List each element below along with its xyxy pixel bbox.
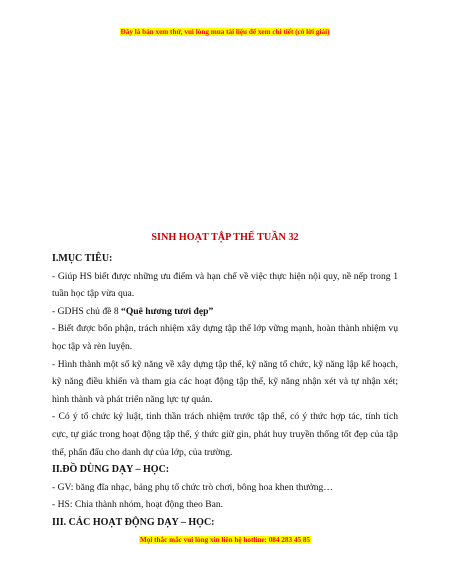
document-body: [52, 230, 398, 532]
paragraph-text: - GDHS chủ đề 8: [52, 305, 122, 317]
hotline-text: Mọi thắc mắc vui lòng xin liên hệ hotline: 084 283 45 85: [139, 536, 311, 544]
section-heading-materials: II.ĐỒ DÙNG DẠY – HỌC:: [52, 464, 170, 476]
preview-notice-text: Đây là bản xem thử, vui lòng mua tài liệu để xem chi tiết (có lời giải): [120, 28, 330, 36]
hotline-banner: [0, 536, 450, 545]
paragraph: - Có ý tổ chức kỷ luật, tinh thần trách nhiệm trước tập thể, có ý thức hợp tác, tính tích cực, tự giác trong hoạt động tập thể, ý thức giữ gìn, phát huy truyền thống tốt đẹp của tập thể, phấn đấu cho danh dự của lớp, của trường.: [52, 411, 398, 458]
page-title: SINH HOẠT TẬP THỂ TUẦN 32: [151, 232, 299, 243]
paragraph: - Hình thành một số kỹ năng về xây dựng tập thể, kỹ năng tổ chức, kỹ năng lập kế hoạch, kỹ năng điều khiển và tham gia các hoạt động tập thể, kỹ năng nhận xét và tự nhận xét; hình thành và phát triển năng lực tự quản.: [52, 358, 398, 405]
section-heading-activities: III. CÁC HOẠT ĐỘNG DẠY – HỌC:: [52, 516, 215, 528]
paragraph-theme: [52, 303, 398, 321]
paragraph: - HS: Chia thành nhóm, hoạt động theo Ban.: [52, 499, 224, 511]
theme-name: “Quê hương tươi đẹp”: [121, 305, 214, 317]
paragraph: - Biết được bổn phận, trách nhiệm xây dựng tập thể lớp vững mạnh, hoàn thành nhiệm vụ học tập và rèn luyện.: [52, 323, 398, 352]
preview-notice-banner: [0, 28, 450, 37]
section-heading-objectives: I.MỤC TIÊU:: [52, 253, 113, 264]
paragraph: - Giúp HS biết được những ưu điểm và hạn chế về việc thực hiện nội quy, nề nếp trong 1 tuần học tập vừa qua.: [52, 270, 398, 300]
paragraph: - GV: băng đĩa nhạc, bảng phụ tổ chức trò chơi, bông hoa khen thưởng…: [52, 481, 333, 493]
